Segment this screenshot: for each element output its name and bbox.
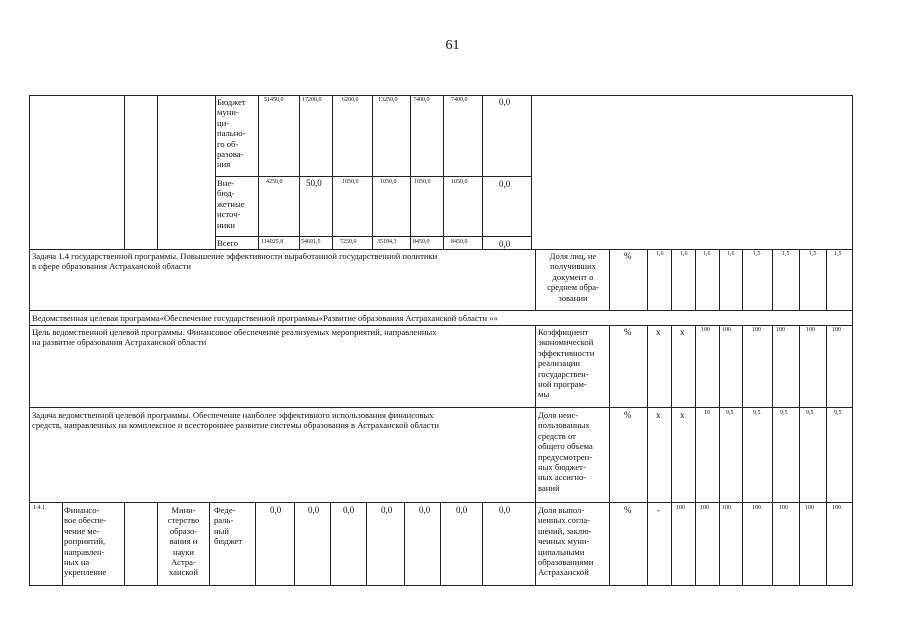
table-rule-vertical (695, 325, 696, 586)
value-cell: 1,6 (680, 251, 688, 257)
table-rule-horizontal (29, 407, 852, 408)
amount-cell: 7250,0 (340, 239, 357, 245)
funding-source-total: Всего (217, 238, 239, 248)
item-name: Финансо- вое обеспе- чение ме- роприятий, направлен- ных на укрепление (64, 505, 107, 578)
funding-source-municipal: Бюджет муни- ци- пально- го об- разова- ния (217, 97, 246, 170)
table-rule-vertical (799, 325, 800, 586)
value-cell: х (656, 327, 661, 337)
table-rule-vertical (671, 325, 672, 586)
value-cell: х (656, 410, 661, 420)
amount-cell: 51450,0 (264, 97, 284, 103)
amount-cell: 6200,0 (342, 97, 359, 103)
value-cell: 100 (776, 327, 785, 333)
amount-cell: 0,0 (456, 505, 468, 515)
table-rule-horizontal (29, 325, 852, 326)
value-cell: 9,5 (834, 410, 842, 416)
table-rule-vertical (299, 95, 300, 249)
indicator-text: Доля неис- пользованных средств от общего объема предусмотрен- ных бюджет- ных ассигно- ваний (538, 410, 593, 493)
unit-cell: % (624, 410, 632, 420)
amount-cell: 50,0 (306, 178, 322, 188)
table-rule-vertical (852, 95, 853, 586)
table-rule-vertical (535, 249, 536, 310)
value-cell: 100 (806, 327, 815, 333)
table-rule-vertical (215, 95, 216, 249)
amount-cell: 0,0 (419, 505, 431, 515)
amount-cell: 0,0 (308, 505, 320, 515)
unit-cell: % (624, 251, 632, 261)
table-rule-vertical (124, 95, 125, 249)
table-rule-vertical (332, 95, 333, 249)
value-cell: 1,6 (656, 251, 664, 257)
table-rule-vertical (366, 502, 367, 586)
amount-cell: 13250,0 (378, 97, 398, 103)
value-cell: 9,5 (753, 410, 761, 416)
value-cell: 9,5 (780, 410, 788, 416)
value-cell: - (657, 505, 660, 515)
table-rule-vertical (443, 95, 444, 249)
value-cell: 1,5 (753, 251, 761, 257)
value-cell: 100 (722, 505, 731, 511)
table-rule-vertical (772, 325, 773, 586)
amount-cell: 17200,0 (302, 97, 322, 103)
indicator-text: Доля лиц, не получивших документ о среднем обра- зовании (547, 251, 599, 303)
value-cell: х (680, 327, 685, 337)
amount-cell: 1050,0 (342, 179, 359, 185)
table-rule-horizontal (29, 95, 852, 96)
value-cell: 9,5 (806, 410, 814, 416)
table-rule-vertical (671, 249, 672, 310)
item-executor: Мини- стерство образо- вания и науки Астра- ханской (167, 505, 200, 578)
total-cell: 0,0 (499, 239, 511, 249)
unit-cell: % (624, 327, 632, 337)
value-cell: 1,5 (834, 251, 842, 257)
amount-cell: 0,0 (381, 505, 393, 515)
table-rule-vertical (372, 95, 373, 249)
table-rule-vertical (440, 502, 441, 586)
value-cell: 1,6 (727, 251, 735, 257)
amount-cell: 114025,8 (261, 239, 284, 245)
table-rule-vertical (404, 502, 405, 586)
value-cell: х (680, 410, 685, 420)
table-rule-vertical (330, 502, 331, 586)
value-cell: 1,5 (809, 251, 817, 257)
amount-cell: 1050,0 (451, 179, 468, 185)
table-rule-vertical (799, 249, 800, 310)
item-number: 1.4.1. (33, 505, 47, 511)
table-rule-vertical (647, 249, 648, 310)
table-rule-vertical (124, 502, 125, 586)
table-rule-vertical (255, 502, 256, 586)
value-cell: 100 (722, 327, 731, 333)
table-rule-vertical (535, 325, 536, 586)
program-title: Ведомственная целевая программа«Обеспечение государственной программы«Развитие образования Астраханской области »» (32, 313, 498, 323)
value-cell: 100 (805, 505, 814, 511)
table-rule-vertical (294, 502, 295, 586)
value-cell: 100 (676, 505, 685, 511)
task-vcp-text: Задача ведомственной целевой программы. Обеспечение наиболее эффективного использования финансовых средств, направленных на комплексное и всестороннее развитие системы образования в Астраханской области (32, 410, 439, 431)
table-rule-vertical (157, 95, 158, 249)
value-cell: 100 (700, 505, 709, 511)
table-rule-vertical (410, 95, 411, 249)
table-rule-vertical (62, 502, 63, 586)
value-cell: 10 (704, 410, 710, 416)
amount-cell: 4250,0 (266, 179, 283, 185)
funding-source-extrabudgetary: Вне- бюд- жетные источ- ники (217, 178, 245, 230)
table-rule-horizontal (29, 310, 852, 311)
unit-cell: % (624, 505, 632, 515)
amount-cell: 35184,3 (377, 239, 397, 245)
table-rule-vertical (695, 249, 696, 310)
value-cell: 100 (832, 327, 841, 333)
indicator-text: Доля выпол- ненных согла- шений, заклю- ченных муни- ципальными образованиями Астраханской (538, 505, 594, 578)
total-cell: 0,0 (499, 179, 511, 189)
table-rule-vertical (826, 249, 827, 310)
table-rule-vertical (258, 95, 259, 249)
table-rule-vertical (719, 325, 720, 586)
value-cell: 1,5 (782, 251, 790, 257)
table-rule-vertical (609, 249, 610, 310)
amount-cell: 8450,0 (413, 239, 430, 245)
table-rule-horizontal (29, 249, 852, 250)
value-cell: 100 (832, 505, 841, 511)
table-rule-vertical (482, 502, 483, 586)
table-rule-vertical (742, 325, 743, 586)
value-cell: 100 (779, 505, 788, 511)
table-rule-vertical (647, 325, 648, 586)
amount-cell: 7400,0 (413, 97, 430, 103)
table-rule-vertical (531, 95, 532, 249)
table-rule-vertical (482, 95, 483, 249)
amount-cell: 1050,0 (414, 179, 431, 185)
value-cell: 100 (752, 505, 761, 511)
table-rule-horizontal (215, 176, 532, 177)
value-cell: 1,6 (703, 251, 711, 257)
amount-cell: 8450,0 (451, 239, 468, 245)
table-rule-horizontal (215, 236, 532, 237)
amount-cell: 7400,0 (451, 97, 468, 103)
value-cell: 100 (701, 327, 710, 333)
amount-cell: 0,0 (270, 505, 282, 515)
amount-cell: 54691,5 (301, 239, 321, 245)
table-rule-vertical (742, 249, 743, 310)
task-1-4-text: Задача 1.4 государственной программы. Повышение эффективности выработанной государственной политики в сфере образования Астраханской области (32, 251, 438, 272)
goal-text: Цель ведомственной целевой программы. Финансовое обеспечение реализуемых мероприятий, направленных на развитие образования Астраханской области (32, 327, 437, 348)
table-rule-vertical (209, 502, 210, 586)
page-number: 61 (445, 38, 460, 53)
amount-cell: 0,0 (499, 505, 511, 515)
amount-cell: 0,0 (343, 505, 355, 515)
indicator-text: Коэффициент экономической эффективности реализации государствен- ной програм- мы (538, 327, 595, 400)
value-cell: 9,5 (726, 410, 734, 416)
table-rule-vertical (719, 249, 720, 310)
total-cell: 0,0 (499, 97, 511, 107)
item-funding-source: Феде- раль- ный бюджет (214, 505, 243, 547)
table-rule-vertical (772, 249, 773, 310)
table-rule-vertical (826, 325, 827, 586)
value-cell: 100 (752, 327, 761, 333)
table-rule-vertical (29, 95, 30, 586)
amount-cell: 1050,0 (380, 179, 397, 185)
